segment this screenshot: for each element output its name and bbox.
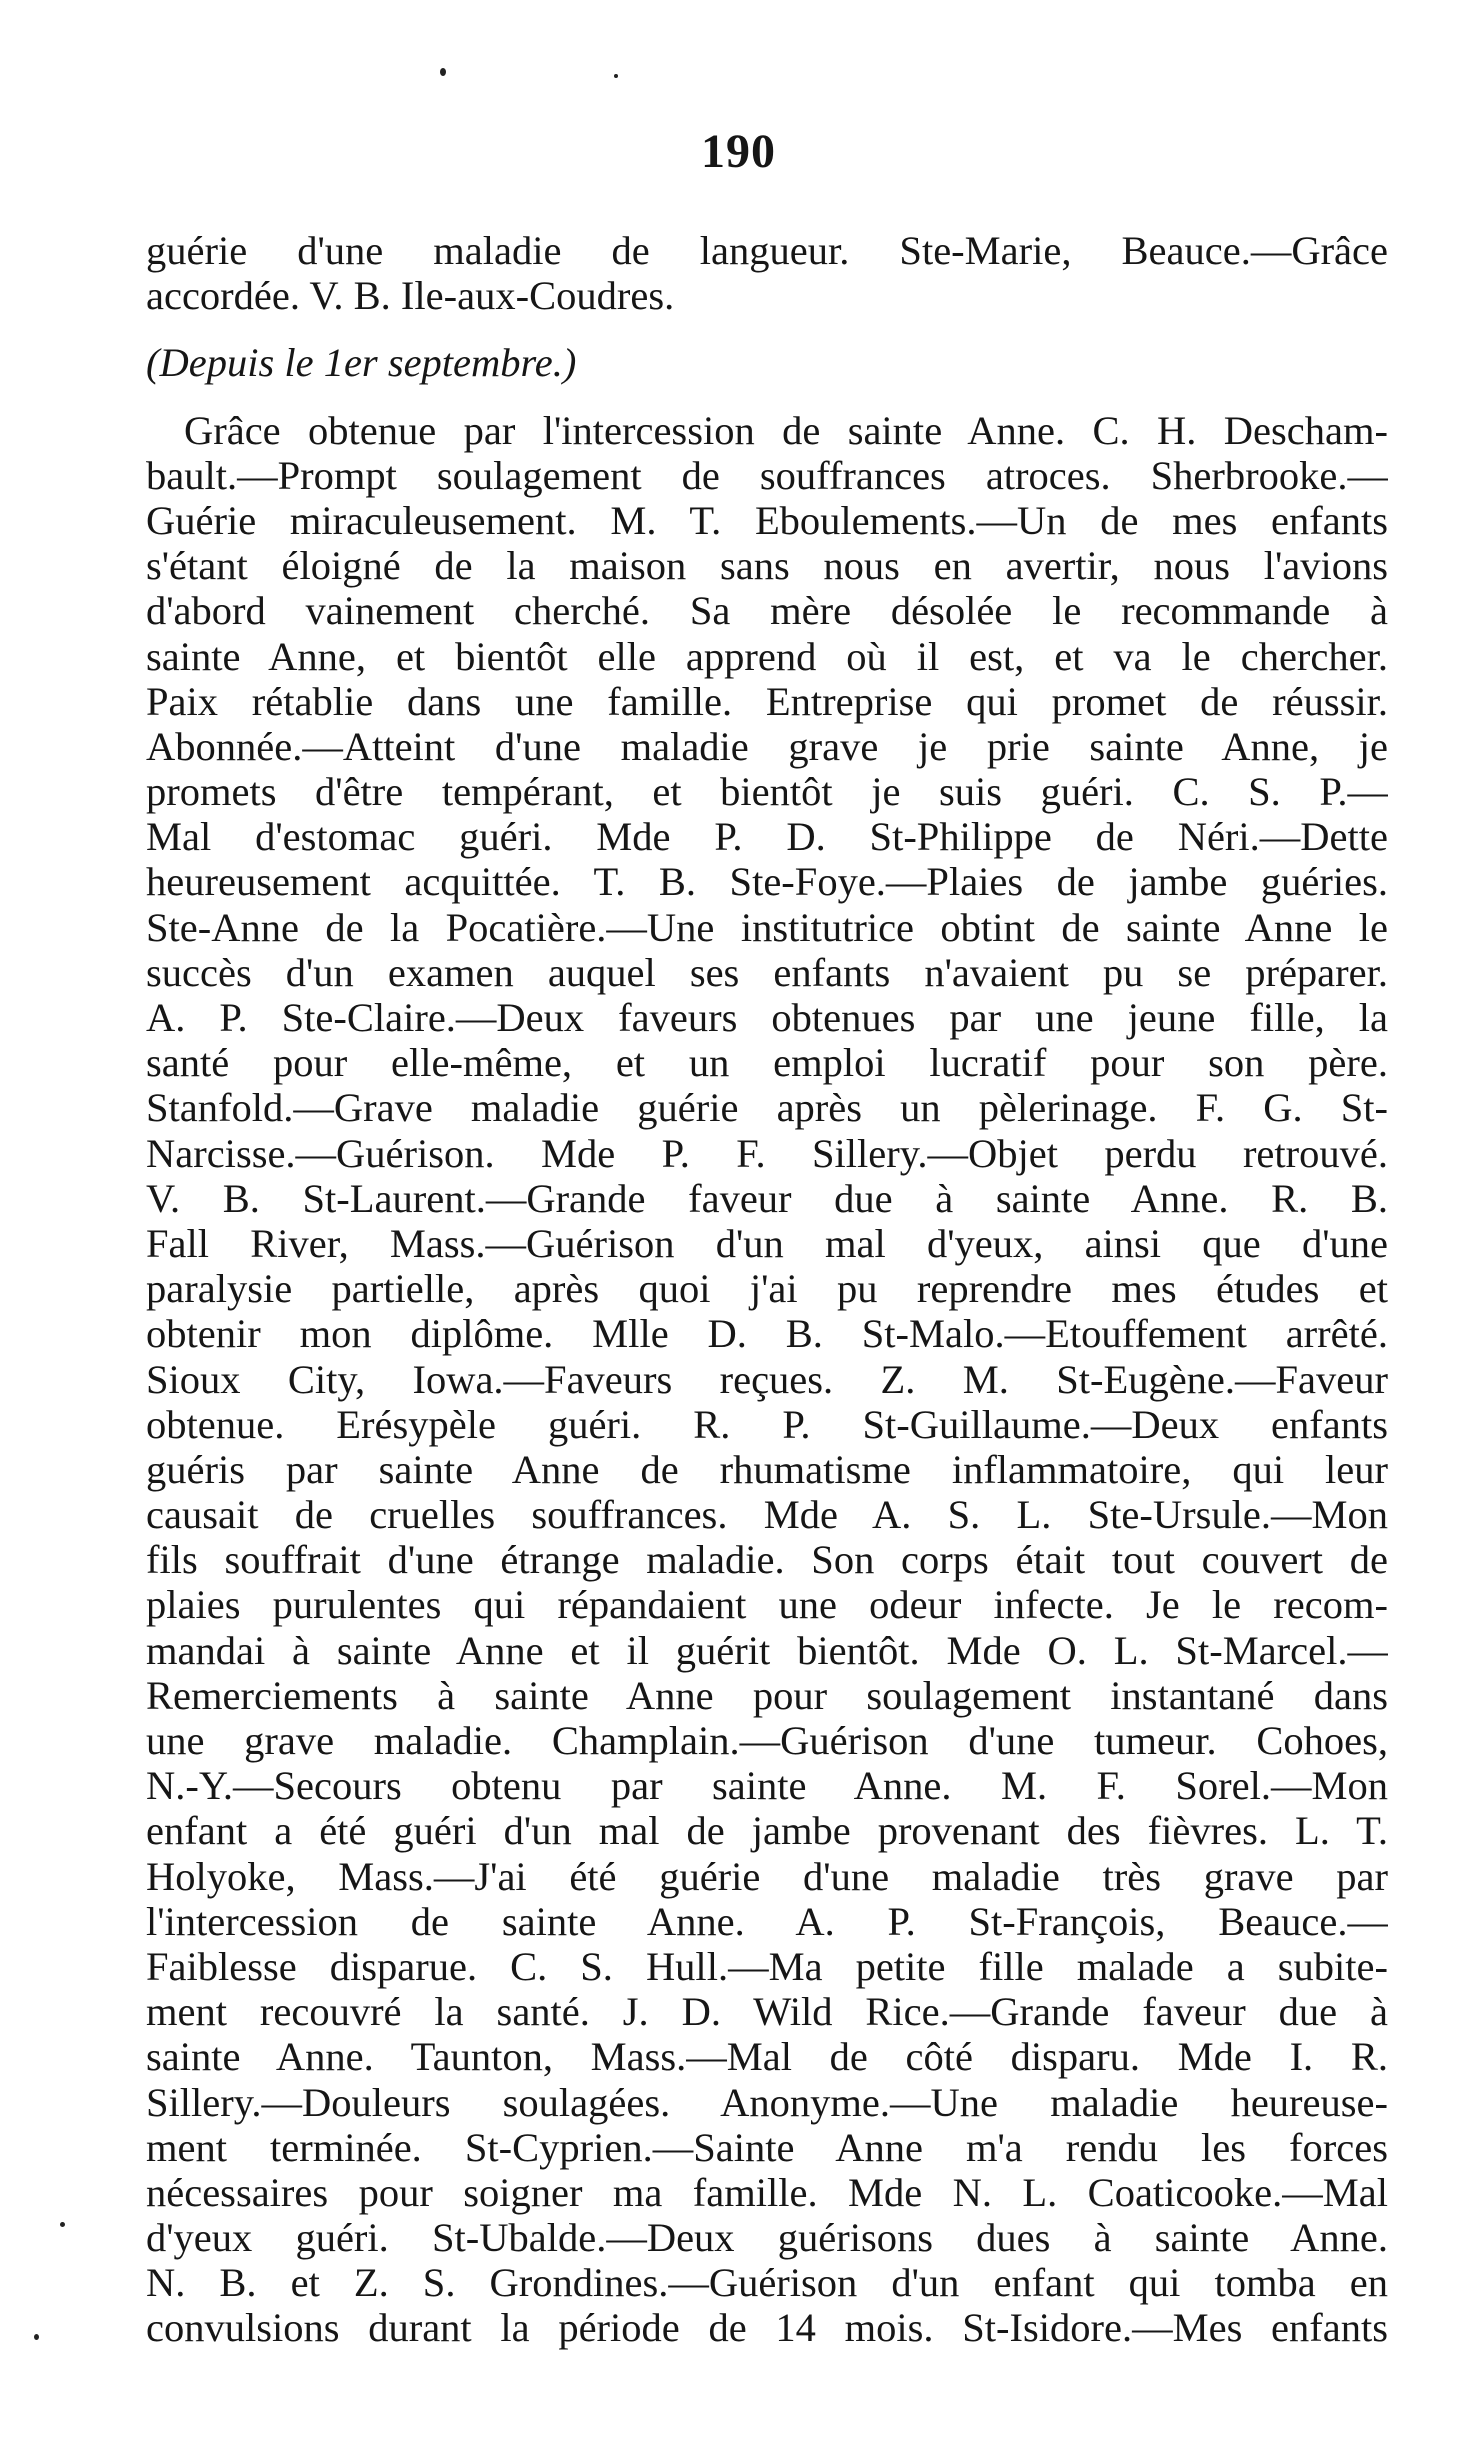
text-line: s'étant éloigné de la maison sans nous en avertir, nous l'avions [146,543,1388,589]
text-line: mandai à sainte Anne et il guérit bientôt. Mde O. L. St-Marcel.— [146,1627,1388,1673]
text-line: obtenir mon diplôme. Mlle D. B. St-Malo.—Etouffement arrêté. [146,1311,1388,1357]
text-line: Ste-Anne de la Pocatière.—Une institutrice obtint de sainte Anne le [146,904,1388,950]
text-line: ment recouvré la santé. J. D. Wild Rice.—Grande faveur due à [146,1989,1388,2035]
text-line: sainte Anne, et bientôt elle apprend où il est, et va le chercher. [146,633,1388,679]
text-line: Grâce obtenue par l'intercession de sainte Anne. C. H. Descham- [184,407,1388,453]
text-line: obtenue. Erésypèle guéri. R. P. St-Guillaume.—Deux enfants [146,1401,1388,1447]
text-line: Sioux City, Iowa.—Faveurs reçues. Z. M. St-Eugène.—Faveur [146,1356,1388,1402]
text-line: Fall River, Mass.—Guérison d'un mal d'yeux, ainsi que d'une [146,1220,1388,1266]
text-line: Sillery.—Douleurs soulagées. Anonyme.—Une maladie heureuse- [146,2079,1388,2125]
text-line: d'yeux guéri. St-Ubalde.—Deux guérisons dues à sainte Anne. [146,2215,1388,2261]
text-line: Mal d'estomac guéri. Mde P. D. St-Philippe de Néri.—Dette [146,814,1388,860]
text-line: N.-Y.—Secours obtenu par sainte Anne. M. F. Sorel.—Mon [146,1763,1388,1809]
text-line: N. B. et Z. S. Grondines.—Guérison d'un enfant qui tomba en [146,2260,1388,2306]
text-line: Holyoke, Mass.—J'ai été guérie d'une maladie très grave par [146,1853,1388,1899]
text-line: heureusement acquittée. T. B. Ste-Foye.—Plaies de jambe guéries. [146,859,1388,905]
body-text [146,228,1388,2351]
text-line: causait de cruelles souffrances. Mde A. S. L. Ste-Ursule.—Mon [146,1492,1388,1538]
text-line: Stanfold.—Grave maladie guérie après un pèlerinage. F. G. St- [146,1085,1388,1131]
text-line: d'abord vainement cherché. Sa mère désolée le recommande à [146,588,1388,634]
text-line: Faiblesse disparue. C. S. Hull.—Ma petite fille malade a subite- [146,1943,1388,1989]
text-line: santé pour elle-même, et un emploi lucratif pour son père. [146,1040,1388,1086]
text-line: accordée. V. B. Ile-aux-Coudres. [146,273,675,319]
text-line: guérie d'une maladie de langueur. Ste-Marie, Beauce.—Grâce [146,228,1388,273]
print-speck [60,2222,65,2227]
page-number: 190 [701,125,776,178]
text-line: une grave maladie. Champlain.—Guérison d'une tumeur. Cohoes, [146,1718,1388,1763]
text-line: convulsions durant la période de 14 mois. St-Isidore.—Mes enfants [146,2305,1388,2351]
text-line: succès d'un examen auquel ses enfants n'avaient pu se préparer. [146,949,1388,995]
text-line: ment terminée. St-Cyprien.—Sainte Anne m'a rendu les forces [146,2124,1388,2170]
text-line: Abonnée.—Atteint d'une maladie grave je prie sainte Anne, je [146,723,1388,769]
text-line: paralysie partielle, après quoi j'ai pu reprendre mes études et [146,1266,1388,1312]
print-speck [614,74,618,78]
text-line: Guérie miraculeusement. M. T. Eboulements.—Un de mes enfants [146,497,1388,543]
section-heading: (Depuis le 1er septembre.) [146,340,577,386]
text-line: promets d'être tempérant, et bientôt je suis guéri. C. S. P.— [146,769,1388,815]
print-speck [34,2334,39,2340]
text-line: plaies purulentes qui répandaient une odeur infecte. Je le recom- [146,1582,1388,1628]
text-line: V. B. St-Laurent.—Grande faveur due à sainte Anne. R. B. [146,1175,1388,1221]
text-line: sainte Anne. Taunton, Mass.—Mal de côté disparu. Mde I. R. [146,2034,1388,2080]
print-speck [440,68,446,76]
paragraph-gap [146,386,1388,408]
text-line: l'intercession de sainte Anne. A. P. St-François, Beauce.— [146,1898,1388,1944]
text-line: bault.—Prompt soulagement de souffrances atroces. Sherbrooke.— [146,452,1388,498]
paragraph-gap [146,318,1388,340]
text-line: Narcisse.—Guérison. Mde P. F. Sillery.—Objet perdu retrouvé. [146,1130,1388,1176]
text-line: nécessaires pour soigner ma famille. Mde N. L. Coaticooke.—Mal [146,2169,1388,2215]
text-line: enfant a été guéri d'un mal de jambe provenant des fièvres. L. T. [146,1808,1388,1854]
text-line: fils souffrait d'une étrange maladie. Son corps était tout couvert de [146,1537,1388,1583]
text-line: Remerciements à sainte Anne pour soulagement instantané dans [146,1672,1388,1718]
text-line: guéris par sainte Anne de rhumatisme inflammatoire, qui leur [146,1446,1388,1492]
text-line: Paix rétablie dans une famille. Entreprise qui promet de réussir. [146,678,1388,724]
text-line: A. P. Ste-Claire.—Deux faveurs obtenues par une jeune fille, la [146,995,1388,1040]
